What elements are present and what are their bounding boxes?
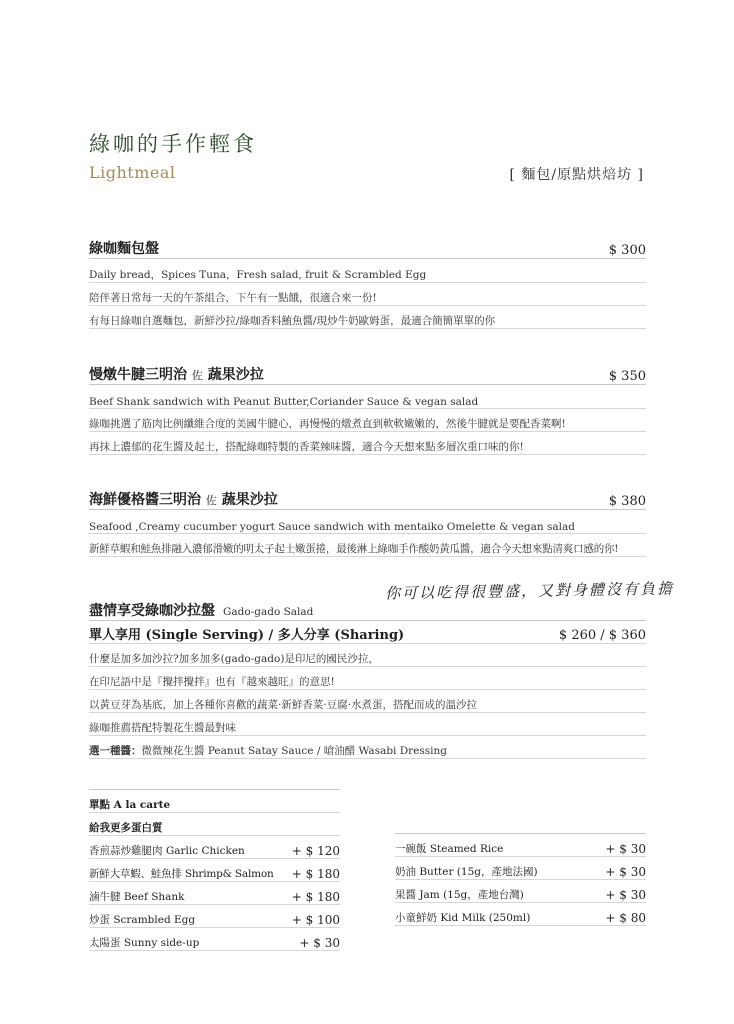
menu-item-seafood-sandwich: [89, 487, 646, 557]
handwritten-note: 你可以吃得很豐盛，又對身體沒有負擔: [384, 579, 675, 603]
item-desc: 在印尼語中是『攪拌攪拌』也有『越來越旺』的意思!: [89, 676, 335, 688]
item-desc: 什麼是加多加沙拉?加多加多(gado-gado)是印尼的國民沙拉，: [89, 653, 379, 665]
item-desc-en: Daily bread，Spices Tuna，Fresh salad, fruit & Scrambled Egg: [89, 269, 427, 281]
item-name: 慢燉牛腱三明治: [89, 367, 187, 383]
item-name: 海鮮優格醬三明治: [89, 492, 201, 508]
item-name-connector: 佐: [205, 494, 217, 507]
item-desc-en: Beef Shank sandwich with Peanut Butter,Coriander Sauce & vegan salad: [89, 396, 479, 408]
item-desc: 新鮮草蝦和鮭魚排融入濃郁滑嫩的明太子起士嫩蛋捲，最後淋上綠咖手作酸奶黃瓜醬，適合今天想來點清爽口感的你!: [89, 543, 619, 555]
item-desc: 有每日綠咖自選麵包，新鮮沙拉/綠咖香料鮪魚醬/現炒牛奶歐姆蛋，最適合簡簡單單的你: [89, 315, 496, 327]
alacarte-left-column: [89, 789, 340, 951]
alacarte-item: 新鮮大草蝦、鮭魚排 Shrimp& Salmon: [89, 868, 274, 880]
alacarte-price: + $ 30: [605, 842, 646, 856]
item-name-suffix: 蔬果沙拉: [207, 367, 264, 383]
alacarte-item: 小童鮮奶 Kid Milk (250ml): [395, 912, 531, 924]
item-desc: 綠咖推薦搭配特製花生醬最對味: [89, 722, 236, 734]
item-name-connector: 佐: [191, 369, 203, 382]
alacarte-price: + $ 180: [291, 890, 340, 904]
item-name-wrap: [89, 364, 264, 384]
item-desc: 綠咖挑選了筋肉比例纖維合度的美國牛腱心，再慢慢的燉煮直到軟軟嫩嫩的，然後牛腱就是要配香菜啊!: [89, 418, 566, 430]
item-desc: 陪伴著日常每一天的午茶組合，下午有一點餓，很適合來一份!: [89, 292, 377, 304]
alacarte-price: + $ 100: [291, 913, 340, 927]
alacarte-item: 奶油 Butter (15g，產地法國): [395, 866, 538, 878]
sauce-label: 選一種醬：: [89, 745, 142, 757]
item-price: $ 350: [608, 369, 646, 384]
menu-item-beef-sandwich: [89, 362, 646, 455]
item-price: $ 260 / $ 360: [558, 628, 646, 643]
item-desc: 再抹上濃郁的花生醬及起士，搭配綠咖特製的香菜辣味醬，適合今天想來點多層次重口味的你!: [89, 441, 524, 453]
alacarte-price: + $ 180: [291, 867, 340, 881]
item-desc-en: Seafood ,Creamy cucumber yogurt Sauce sandwich with mentaiko Omelette & vegan salad: [89, 521, 575, 533]
item-name: 盡情享受綠咖沙拉盤: [89, 603, 215, 619]
alacarte-item: 滷牛腱 Beef Shank: [89, 891, 185, 903]
alacarte-item: 香煎蒜炒雞腿肉 Garlic Chicken: [89, 845, 245, 857]
alacarte-item: 一碗飯 Steamed Rice: [395, 843, 504, 855]
alacarte-price: + $ 30: [299, 936, 340, 950]
alacarte-item: 太陽蛋 Sunny side-up: [89, 937, 200, 949]
category-label: [ 麵包/原點烘焙坊 ]: [509, 167, 644, 183]
item-desc: 以黃豆芽為基底，加上各種你喜歡的蔬菜·新鮮香菜·豆腐·水煮蛋，搭配而成的溫沙拉: [89, 699, 478, 711]
sauce-options: 微微辣花生醬 Peanut Satay Sauce / 嗆油醋 Wasabi Dressing: [141, 745, 448, 757]
alacarte-subtitle: 給我更多蛋白質: [89, 822, 163, 834]
item-price: $ 300: [608, 243, 646, 258]
alacarte-item: 果醬 Jam (15g，產地台灣): [395, 889, 524, 901]
item-name-en: Gado-gado Salad: [223, 606, 314, 618]
item-name: 綠咖麵包盤: [89, 241, 159, 257]
alacarte-price: + $ 120: [291, 844, 340, 858]
serving-options: 單人享用 (Single Serving) / 多人分享 (Sharing): [89, 628, 405, 643]
alacarte-price: + $ 30: [605, 888, 646, 902]
page-title: 綠咖的手作輕食: [89, 132, 257, 156]
alacarte-title: 單點 A la carte: [89, 799, 171, 811]
item-price: $ 380: [608, 494, 646, 509]
page-subtitle: Lightmeal: [89, 163, 176, 182]
alacarte-price: + $ 80: [605, 911, 646, 925]
menu-item-bread-plate: [89, 236, 646, 329]
alacarte-item: 炒蛋 Scrambled Egg: [89, 914, 196, 926]
item-name-wrap: [89, 489, 278, 509]
item-name-suffix: 蔬果沙拉: [221, 492, 278, 508]
alacarte-price: + $ 30: [605, 865, 646, 879]
alacarte-right-column: [395, 833, 646, 926]
menu-item-gado-gado-salad: [89, 598, 646, 759]
